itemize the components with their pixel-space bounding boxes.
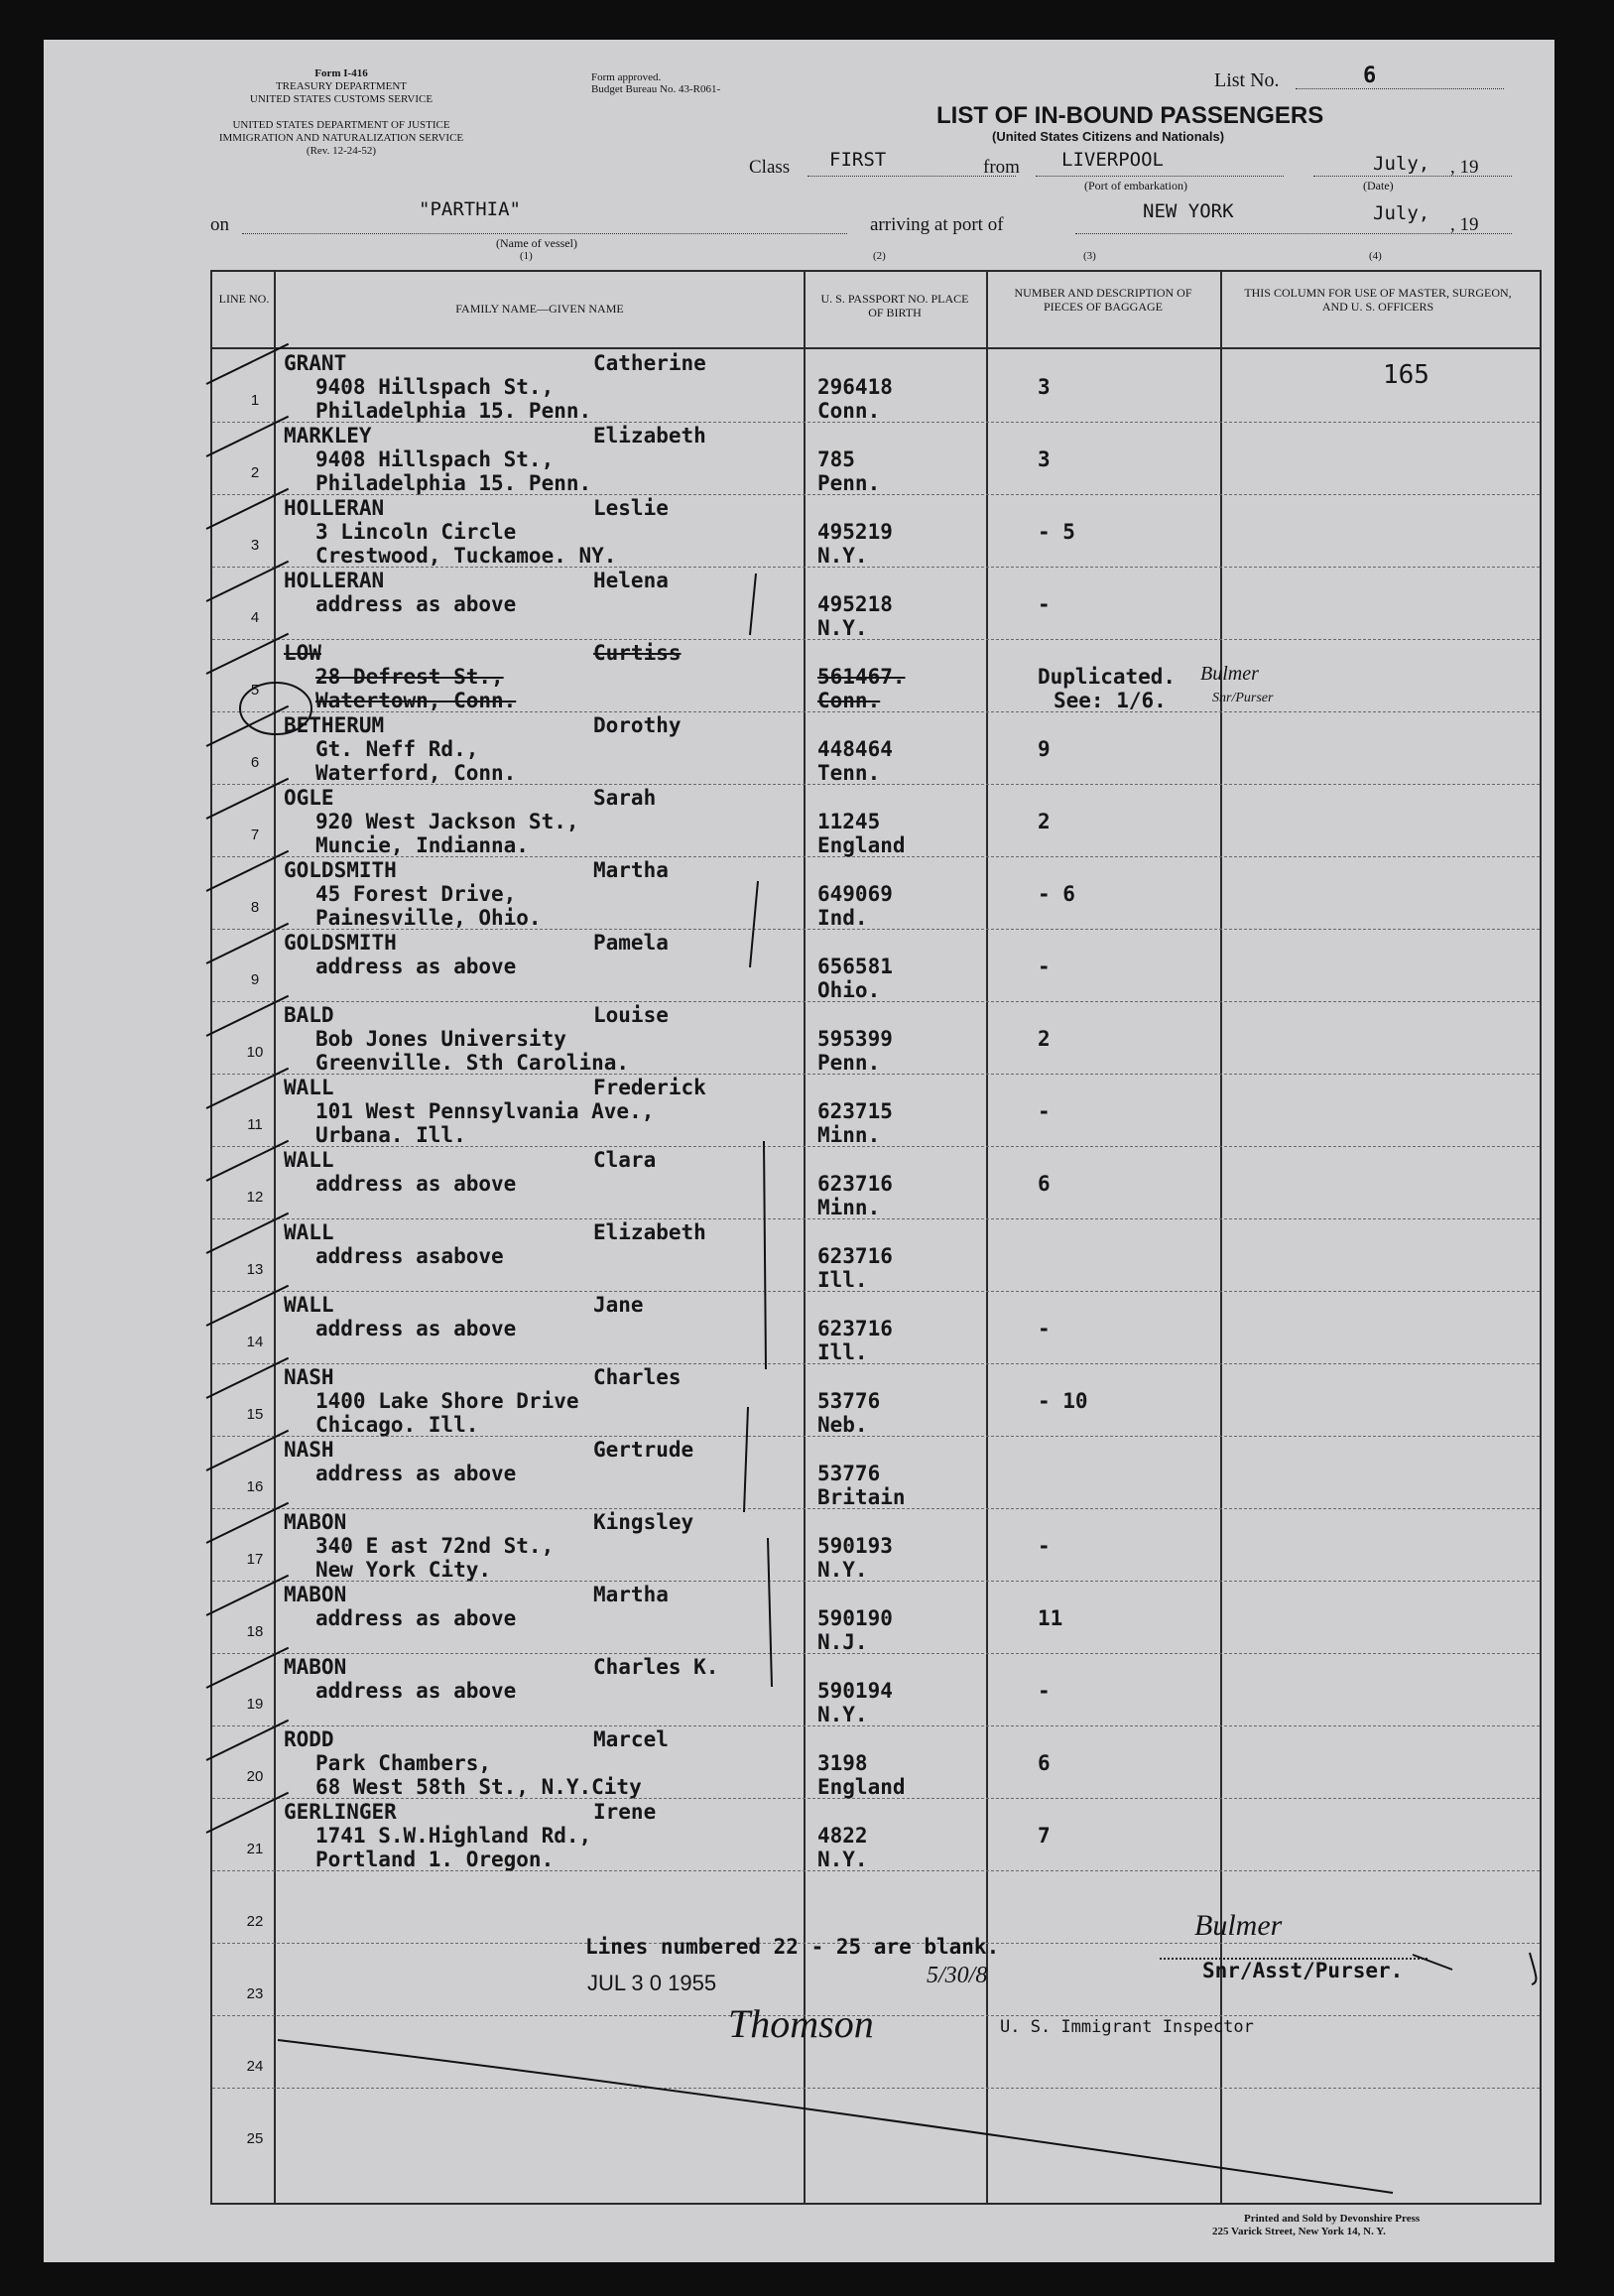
family-name: MABON <box>284 1510 347 1534</box>
given-name: Charles <box>593 1365 682 1389</box>
address-line-1: 28 Defrest St., <box>315 665 504 689</box>
arrival-stamp-date: JUL 3 0 1955 <box>587 1971 717 1995</box>
baggage-count: 3 <box>1038 375 1051 399</box>
line-number: 18 <box>246 1623 264 1640</box>
class-value: FIRST <box>829 149 887 171</box>
address-line-1: address as above <box>315 1462 517 1485</box>
family-name: MARKLEY <box>284 424 372 447</box>
address-line-2: Waterford, Conn. <box>315 761 517 785</box>
given-name: Elizabeth <box>593 1220 706 1244</box>
line-number: 22 <box>246 1913 264 1930</box>
col-head-name: FAMILY NAME—GIVEN NAME <box>455 302 624 316</box>
col-head-line-no: LINE NO. <box>218 292 270 306</box>
passport-number: 623716 <box>817 1244 893 1268</box>
line-number: 17 <box>246 1551 264 1568</box>
family-name: HOLLERAN <box>284 496 385 520</box>
address-line-1: address as above <box>315 592 517 616</box>
arrival-year: , 19 <box>1450 214 1479 235</box>
class-label: Class <box>749 157 791 178</box>
ink-marks <box>44 40 1554 2262</box>
place-of-birth: N.J. <box>817 1630 868 1654</box>
address-line-1: Bob Jones University <box>315 1027 566 1051</box>
line-number: 14 <box>246 1334 264 1350</box>
baggage-count: - <box>1038 1317 1051 1340</box>
family-name: MABON <box>284 1583 347 1606</box>
family-name: RODD <box>284 1727 334 1751</box>
from-value: LIVERPOOL <box>1061 149 1164 171</box>
col2-number: (2) <box>873 250 886 262</box>
arriving-label: arriving at port of <box>870 214 1004 235</box>
place-of-birth: Penn. <box>817 1051 881 1075</box>
baggage-count: 2 <box>1038 810 1051 833</box>
place-of-birth: N.Y. <box>817 1558 868 1582</box>
wall-bracket <box>764 1141 766 1369</box>
line-number: 4 <box>250 609 260 626</box>
address-line-1: address as above <box>315 1606 517 1630</box>
place-of-birth: Minn. <box>817 1196 881 1219</box>
given-name: Kingsley <box>593 1510 694 1534</box>
given-name: Martha <box>593 858 669 882</box>
line-number: 21 <box>246 1841 264 1857</box>
family-name: HOLLERAN <box>284 569 385 592</box>
budget-bureau: Budget Bureau No. 43-R061- <box>591 83 721 95</box>
passport-number: 448464 <box>817 737 893 761</box>
passport-number: 595399 <box>817 1027 893 1051</box>
line-5-circle <box>240 683 311 734</box>
line-number: 16 <box>246 1478 264 1495</box>
place-of-birth: N.Y. <box>817 616 868 640</box>
family-name: GERLINGER <box>284 1800 397 1824</box>
address-line-1: address as above <box>315 1172 517 1196</box>
address-line-1: 1741 S.W.Highland Rd., <box>315 1824 592 1848</box>
place-of-birth: Conn. <box>817 689 881 712</box>
place-of-birth: Conn. <box>817 399 881 423</box>
family-name: NASH <box>284 1438 334 1462</box>
address-line-1: Gt. Neff Rd., <box>315 737 479 761</box>
passport-number: 590193 <box>817 1534 893 1558</box>
printer-line-2: 225 Varick Street, New York 14, N. Y. <box>1212 2226 1386 2237</box>
baggage-count: - <box>1038 1534 1051 1558</box>
line-number: 6 <box>250 754 260 771</box>
inspector-signature: Thomson <box>728 2001 874 2046</box>
line-number: 11 <box>247 1116 263 1133</box>
place-of-birth: Neb. <box>817 1413 868 1437</box>
officer-note: 165 <box>1383 360 1429 390</box>
baggage-count: 7 <box>1038 1824 1051 1848</box>
family-name: BETHERUM <box>284 713 385 737</box>
nash-bracket <box>744 1407 748 1512</box>
address-line-1: 101 West Pennsylvania Ave., <box>315 1099 655 1123</box>
passport-number: 623716 <box>817 1317 893 1340</box>
passport-number: 649069 <box>817 882 893 906</box>
line-number: 20 <box>246 1768 264 1785</box>
purser-signature: Bulmer <box>1194 1909 1283 1942</box>
cancel-stroke <box>278 2040 1393 2193</box>
purser-line <box>1413 1955 1452 1970</box>
date-value: July, <box>1373 153 1430 175</box>
given-name: Irene <box>593 1800 657 1824</box>
dept-line-5: (Rev. 12-24-52) <box>306 145 377 157</box>
family-name: OGLE <box>284 786 334 810</box>
line-number: 15 <box>246 1406 264 1423</box>
place-of-birth: Ohio. <box>817 978 881 1002</box>
passport-number: 590190 <box>817 1606 893 1630</box>
line-number: 12 <box>246 1189 264 1206</box>
baggage-count: - 5 <box>1038 520 1075 544</box>
baggage-count: 6 <box>1038 1751 1051 1775</box>
baggage-count: 11 <box>1038 1606 1063 1630</box>
address-line-1: address as above <box>315 1679 517 1703</box>
passport-number: 785 <box>817 447 855 471</box>
col-head-passport: U. S. PASSPORT NO. PLACE OF BIRTH <box>820 292 969 319</box>
family-name: WALL <box>284 1293 334 1317</box>
address-line-1: 9408 Hillspach St., <box>315 375 555 399</box>
date-year: , 19 <box>1450 157 1479 178</box>
col-head-officers: THIS COLUMN FOR USE OF MASTER, SURGEON, AND U. S. OFFICERS <box>1244 286 1512 314</box>
address-line-2: Portland 1. Oregon. <box>315 1848 555 1871</box>
address-line-2: 68 West 58th St., N.Y.City <box>315 1775 642 1799</box>
printer-line-1: Printed and Sold by Devonshire Press <box>1244 2213 1421 2225</box>
baggage-count: - <box>1038 592 1051 616</box>
duplicate-title: Snr/Purser <box>1212 691 1274 705</box>
family-name: GRANT <box>284 351 347 375</box>
col3-number: (3) <box>1083 250 1096 262</box>
tick-mark <box>1530 1953 1536 1984</box>
address-line-2: Watertown, Conn. <box>315 689 517 712</box>
vessel-name: "PARTHIA" <box>419 198 521 220</box>
baggage-count: 6 <box>1038 1172 1051 1196</box>
given-name: Frederick <box>593 1076 706 1099</box>
place-of-birth: Ill. <box>817 1340 868 1364</box>
place-of-birth: England <box>817 833 906 857</box>
given-name: Catherine <box>593 351 706 375</box>
dept-line-1: TREASURY DEPARTMENT <box>275 80 408 92</box>
form-number: Form I-416 <box>314 67 368 79</box>
place-of-birth: N.Y. <box>817 1703 868 1726</box>
place-of-birth: Minn. <box>817 1123 881 1147</box>
place-of-birth: Ill. <box>817 1268 868 1292</box>
given-name: Dorothy <box>593 713 682 737</box>
address-line-2: Crestwood, Tuckamoe. NY. <box>315 544 617 568</box>
passport-number: 296418 <box>817 375 893 399</box>
given-name: Leslie <box>593 496 669 520</box>
address-line-2: Painesville, Ohio. <box>315 906 542 930</box>
address-line-2: Greenville. Sth Carolina. <box>315 1051 630 1075</box>
passport-number: 11245 <box>817 810 881 833</box>
page-title: LIST OF IN-BOUND PASSENGERS <box>936 102 1324 129</box>
col-head-baggage: NUMBER AND DESCRIPTION OF PIECES OF BAGGAGE <box>1014 286 1192 314</box>
passport-number: 656581 <box>817 955 893 978</box>
line-number: 23 <box>246 1985 264 2002</box>
holleran-bracket <box>750 574 756 635</box>
given-name: Elizabeth <box>593 424 706 447</box>
line-number: 1 <box>250 392 260 409</box>
baggage-count: - 6 <box>1038 882 1075 906</box>
on-label: on <box>210 214 229 235</box>
address-line-2: New York City. <box>315 1558 492 1582</box>
blank-lines-note: Lines numbered 22 - 25 are blank. <box>585 1935 1000 1959</box>
line-number: 2 <box>250 464 260 481</box>
passport-number: 4822 <box>817 1824 868 1848</box>
address-line-1: 45 Forest Drive, <box>315 882 517 906</box>
baggage-count: - <box>1038 1099 1051 1123</box>
family-name: MABON <box>284 1655 347 1679</box>
line-number: 13 <box>246 1261 264 1278</box>
given-name: Pamela <box>593 931 669 955</box>
address-line-1: 340 E ast 72nd St., <box>315 1534 555 1558</box>
col4-number: (4) <box>1369 250 1382 262</box>
passport-number: 53776 <box>817 1462 881 1485</box>
given-name: Clara <box>593 1148 657 1172</box>
baggage-count: - 10 <box>1038 1389 1088 1413</box>
place-of-birth: N.Y. <box>817 544 868 568</box>
address-line-1: 9408 Hillspach St., <box>315 447 555 471</box>
place-of-birth: England <box>817 1775 906 1799</box>
family-name: BALD <box>284 1003 334 1027</box>
family-name: GOLDSMITH <box>284 858 397 882</box>
address-line-1: 3 Lincoln Circle <box>315 520 517 544</box>
passport-number: 495219 <box>817 520 893 544</box>
line-number: 8 <box>250 899 260 916</box>
address-line-2: Philadelphia 15. Penn. <box>315 471 592 495</box>
line-number: 25 <box>246 2130 264 2147</box>
family-name: GOLDSMITH <box>284 931 397 955</box>
goldsmith-bracket <box>750 881 758 967</box>
baggage-count: 9 <box>1038 737 1051 761</box>
given-name: Martha <box>593 1583 669 1606</box>
baggage-count: 3 <box>1038 447 1051 471</box>
address-line-1: address as above <box>315 1317 517 1340</box>
page-subtitle: (United States Citizens and Nationals) <box>992 129 1225 144</box>
line-number: 9 <box>250 971 260 988</box>
place-of-birth: N.Y. <box>817 1848 868 1871</box>
duplicate-initials: Bulmer <box>1200 663 1259 685</box>
date-caption: (Date) <box>1363 179 1394 192</box>
passport-number: 623716 <box>817 1172 893 1196</box>
place-of-birth: Ind. <box>817 906 868 930</box>
given-name: Curtiss <box>593 641 682 665</box>
address-line-1: 1400 Lake Shore Drive <box>315 1389 579 1413</box>
address-line-2: Muncie, Indianna. <box>315 833 529 857</box>
baggage-count: - <box>1038 1679 1051 1703</box>
address-line-1: 920 West Jackson St., <box>315 810 579 833</box>
col1-number: (1) <box>520 250 533 262</box>
given-name: Marcel <box>593 1727 669 1751</box>
address-line-2: Philadelphia 15. Penn. <box>315 399 592 423</box>
passport-number: 495218 <box>817 592 893 616</box>
given-name: Jane <box>593 1293 644 1317</box>
line-number: 5 <box>250 682 260 699</box>
passport-number: 590194 <box>817 1679 893 1703</box>
baggage-count: Duplicated. <box>1038 665 1177 689</box>
inspector-title: U. S. Immigrant Inspector <box>1000 2017 1254 2037</box>
form-approved: Form approved. <box>591 71 662 83</box>
family-name: WALL <box>284 1220 334 1244</box>
vessel-caption: (Name of vessel) <box>496 236 577 250</box>
list-no-value: 6 <box>1363 64 1377 88</box>
passport-number: 3198 <box>817 1751 868 1775</box>
family-name: NASH <box>284 1365 334 1389</box>
purser-title: Snr/Asst/Purser. <box>1202 1959 1404 1982</box>
family-name: WALL <box>284 1148 334 1172</box>
family-name: LOW <box>284 641 321 665</box>
given-name: Helena <box>593 569 669 592</box>
passport-number: 53776 <box>817 1389 881 1413</box>
family-name: WALL <box>284 1076 334 1099</box>
given-name: Sarah <box>593 786 657 810</box>
given-name: Gertrude <box>593 1438 694 1462</box>
line-number: 19 <box>246 1696 264 1713</box>
place-of-birth: Tenn. <box>817 761 881 785</box>
dept-line-3: UNITED STATES DEPARTMENT OF JUSTICE <box>232 119 450 131</box>
list-no-label: List No. <box>1214 69 1280 91</box>
inspector-initials: 5/30/8 <box>927 1963 988 1988</box>
from-label: from <box>983 157 1020 178</box>
line-number: 24 <box>246 2058 264 2075</box>
passport-number: 561467. <box>817 665 906 689</box>
baggage-note: See: 1/6. <box>1054 689 1167 712</box>
dept-line-4: IMMIGRATION AND NATURALIZATION SERVICE <box>218 132 464 144</box>
baggage-count: - <box>1038 955 1051 978</box>
line-number: 3 <box>250 537 260 554</box>
dept-line-2: UNITED STATES CUSTOMS SERVICE <box>249 93 434 105</box>
given-name: Charles K. <box>593 1655 719 1679</box>
manifest-sheet <box>44 40 1554 2262</box>
address-line-2: Urbana. Ill. <box>315 1123 466 1147</box>
address-line-1: Park Chambers, <box>315 1751 492 1775</box>
place-of-birth: Penn. <box>817 471 881 495</box>
line-number: 7 <box>250 827 260 843</box>
address-line-1: address asabove <box>315 1244 504 1268</box>
given-name: Louise <box>593 1003 669 1027</box>
baggage-count: 2 <box>1038 1027 1051 1051</box>
passport-number: 623715 <box>817 1099 893 1123</box>
address-line-1: address as above <box>315 955 517 978</box>
mabon-bracket <box>768 1538 772 1687</box>
address-line-2: Chicago. Ill. <box>315 1413 479 1437</box>
port-embarkation-caption: (Port of embarkation) <box>1084 179 1187 192</box>
place-of-birth: Britain <box>817 1485 906 1509</box>
arrival-port: NEW YORK <box>1143 200 1234 222</box>
arrival-date: July, <box>1373 202 1430 224</box>
line-number: 10 <box>246 1044 264 1061</box>
